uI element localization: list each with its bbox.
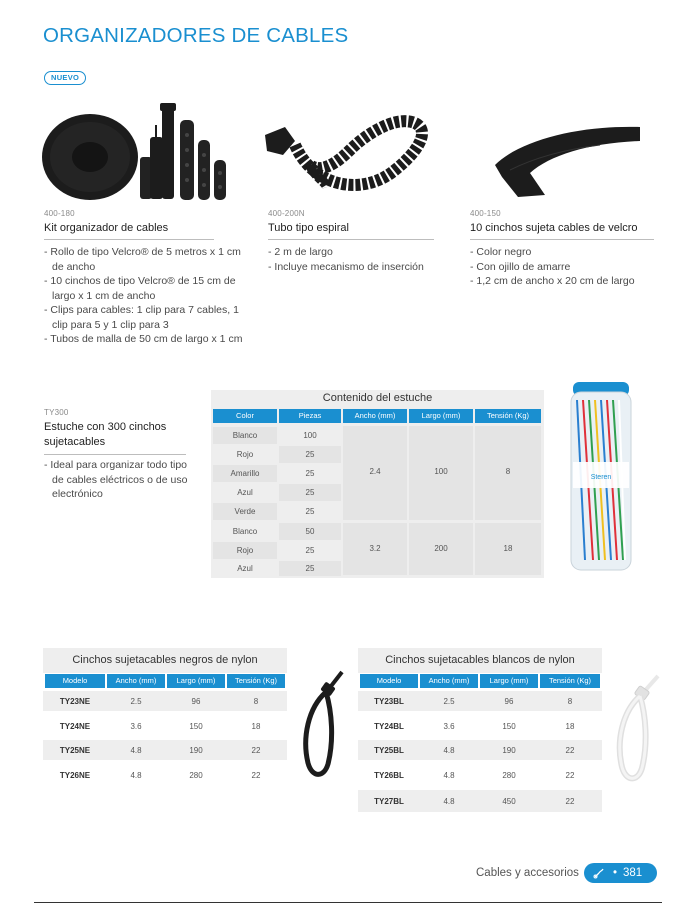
table-cell: 8 [253, 697, 259, 706]
table-cell: 22 [565, 771, 575, 780]
spiral-tube-image [255, 115, 440, 195]
table-cell: 3.6 [130, 722, 142, 731]
column-header: Tensión (Kg) [227, 674, 285, 688]
table-cell: 2.4 [369, 467, 381, 476]
table-cell: 3.6 [443, 722, 455, 731]
table-cell: 25 [305, 469, 315, 478]
footer-rule [34, 902, 662, 903]
product-code: TY300 [44, 408, 69, 417]
column-header: Largo (mm) [167, 674, 225, 688]
table-cell: 25 [279, 446, 341, 463]
cable-tie-jar-image [565, 380, 635, 575]
table-cell: Rojo [213, 542, 277, 559]
feature-item: - Rollo de tipo Velcro® de 5 metros x 1 cm de ancho [44, 245, 249, 274]
table-cell: 100 [434, 467, 448, 476]
product-features [268, 245, 428, 274]
table-cell: 4.8 [130, 771, 142, 780]
column-header: Largo (mm) [409, 409, 473, 423]
table-cell: 18 [251, 722, 261, 731]
jar-brand-label: Steren [590, 474, 612, 481]
model-cell: TY25NE [59, 746, 91, 755]
column-header: Modelo [45, 674, 105, 688]
feature-item: - Incluye mecanismo de inserción [268, 260, 428, 275]
model-cell: TY26BL [374, 771, 404, 780]
kit-contents-table [211, 390, 544, 578]
table-cell: Blanco [232, 527, 258, 536]
divider [44, 454, 186, 455]
divider [470, 239, 654, 240]
white-nylon-ties-table [358, 648, 602, 814]
product-code: 400-200N [268, 209, 305, 218]
table-cell: 96 [191, 697, 201, 706]
product-features [44, 458, 194, 502]
table-cell: 25 [279, 484, 341, 501]
table-cell: 18 [565, 722, 575, 731]
feature-item: - 1,2 cm de ancho x 20 cm de largo [470, 274, 670, 289]
page-title: ORGANIZADORES DE CABLES [43, 24, 349, 47]
table-cell: 96 [504, 697, 514, 706]
table-cell: Azul [237, 564, 253, 573]
cable-organizer-kit-image [40, 95, 235, 205]
feature-item: - 10 cinchos de tipo Velcro® de 15 cm de largo x 1 cm de ancho [44, 274, 249, 303]
column-header: Tensión (Kg) [540, 674, 600, 688]
table-cell: 4.8 [443, 746, 455, 755]
table-cell: Verde [213, 503, 277, 520]
table-caption: Contenido del estuche [322, 392, 433, 404]
table-cell: 100 [303, 431, 317, 440]
black-nylon-ties-table [43, 648, 287, 790]
table-cell: 25 [279, 561, 341, 576]
model-cell: TY24NE [59, 722, 91, 731]
table-cell: 280 [502, 771, 516, 780]
page-number: 381 [623, 867, 643, 879]
table-cell: 280 [189, 771, 203, 780]
feature-item: - Color negro [470, 245, 670, 260]
product-title: 10 cinchos sujeta cables de velcro [470, 222, 638, 234]
table-cell: 200 [434, 544, 448, 553]
black-cable-tie-image [298, 668, 350, 780]
white-cable-tie-image [612, 672, 664, 784]
table-cell: 4.8 [443, 771, 455, 780]
product-features [44, 245, 249, 347]
model-cell: TY27BL [374, 797, 404, 806]
table-cell: Amarillo [213, 465, 277, 482]
table-caption: Cinchos sujetacables negros de nylon [43, 648, 287, 673]
model-cell: TY25BL [374, 746, 404, 755]
product-title: Kit organizador de cables [44, 222, 169, 234]
model-cell: TY23BL [374, 697, 404, 706]
table-cell: 50 [279, 523, 341, 540]
table-cell: Blanco [213, 427, 277, 444]
page-number-badge [584, 863, 657, 883]
product-code: 400-150 [470, 209, 501, 218]
table-cell: 2.5 [443, 697, 455, 706]
product-code: 400-180 [44, 209, 75, 218]
divider [44, 239, 214, 240]
model-cell: TY26NE [59, 771, 91, 780]
cable-icon [593, 867, 605, 879]
feature-item: - Con ojillo de amarre [470, 260, 670, 275]
table-cell: 22 [251, 771, 261, 780]
product-title: Tubo tipo espiral [268, 222, 349, 234]
column-header: Ancho (mm) [107, 674, 165, 688]
table-caption: Cinchos sujetacables blancos de nylon [358, 648, 602, 673]
table-cell: 150 [502, 722, 516, 731]
table-cell: 150 [189, 722, 203, 731]
column-header: Tensión (Kg) [475, 409, 541, 423]
model-cell: TY23NE [59, 697, 91, 706]
bullet-dot: • [613, 867, 618, 879]
table-cell: 4.8 [130, 746, 142, 755]
section-name: Cables y accesorios [476, 867, 579, 879]
table-cell: 4.8 [443, 797, 455, 806]
table-cell: 190 [189, 746, 203, 755]
table-cell: 18 [503, 544, 513, 553]
table-cell: 25 [305, 507, 315, 516]
velcro-strap-image [490, 115, 650, 200]
column-header: Ancho (mm) [343, 409, 407, 423]
product-title: Estuche con 300 cinchos sujetacables [44, 421, 167, 448]
new-badge: NUEVO [44, 71, 86, 85]
table-cell: 450 [502, 797, 516, 806]
product-features [470, 245, 670, 289]
feature-item: - Clips para cables: 1 clip para 7 cables, 1 clip para 5 y 1 clip para 3 [44, 303, 249, 332]
column-header: Modelo [360, 674, 418, 688]
table-cell: 22 [565, 746, 575, 755]
table-cell: 8 [567, 697, 573, 706]
table-cell: Azul [237, 488, 253, 497]
column-header: Color [213, 409, 277, 423]
table-cell: Rojo [236, 450, 254, 459]
table-cell: 22 [251, 746, 261, 755]
table-cell: 2.5 [130, 697, 142, 706]
column-header: Largo (mm) [480, 674, 538, 688]
feature-item: - Ideal para organizar todo tipo de cables eléctricos o de uso electrónico [44, 458, 194, 502]
table-cell: 22 [565, 797, 575, 806]
table-cell: 190 [502, 746, 516, 755]
table-cell: 3.2 [369, 544, 381, 553]
model-cell: TY24BL [374, 722, 404, 731]
table-cell: 8 [505, 467, 511, 476]
feature-item: - 2 m de largo [268, 245, 428, 260]
column-header: Ancho (mm) [420, 674, 478, 688]
divider [268, 239, 434, 240]
column-header: Piezas [279, 409, 341, 423]
feature-item: - Tubos de malla de 50 cm de largo x 1 cm [44, 332, 249, 347]
table-cell: 25 [305, 546, 315, 555]
